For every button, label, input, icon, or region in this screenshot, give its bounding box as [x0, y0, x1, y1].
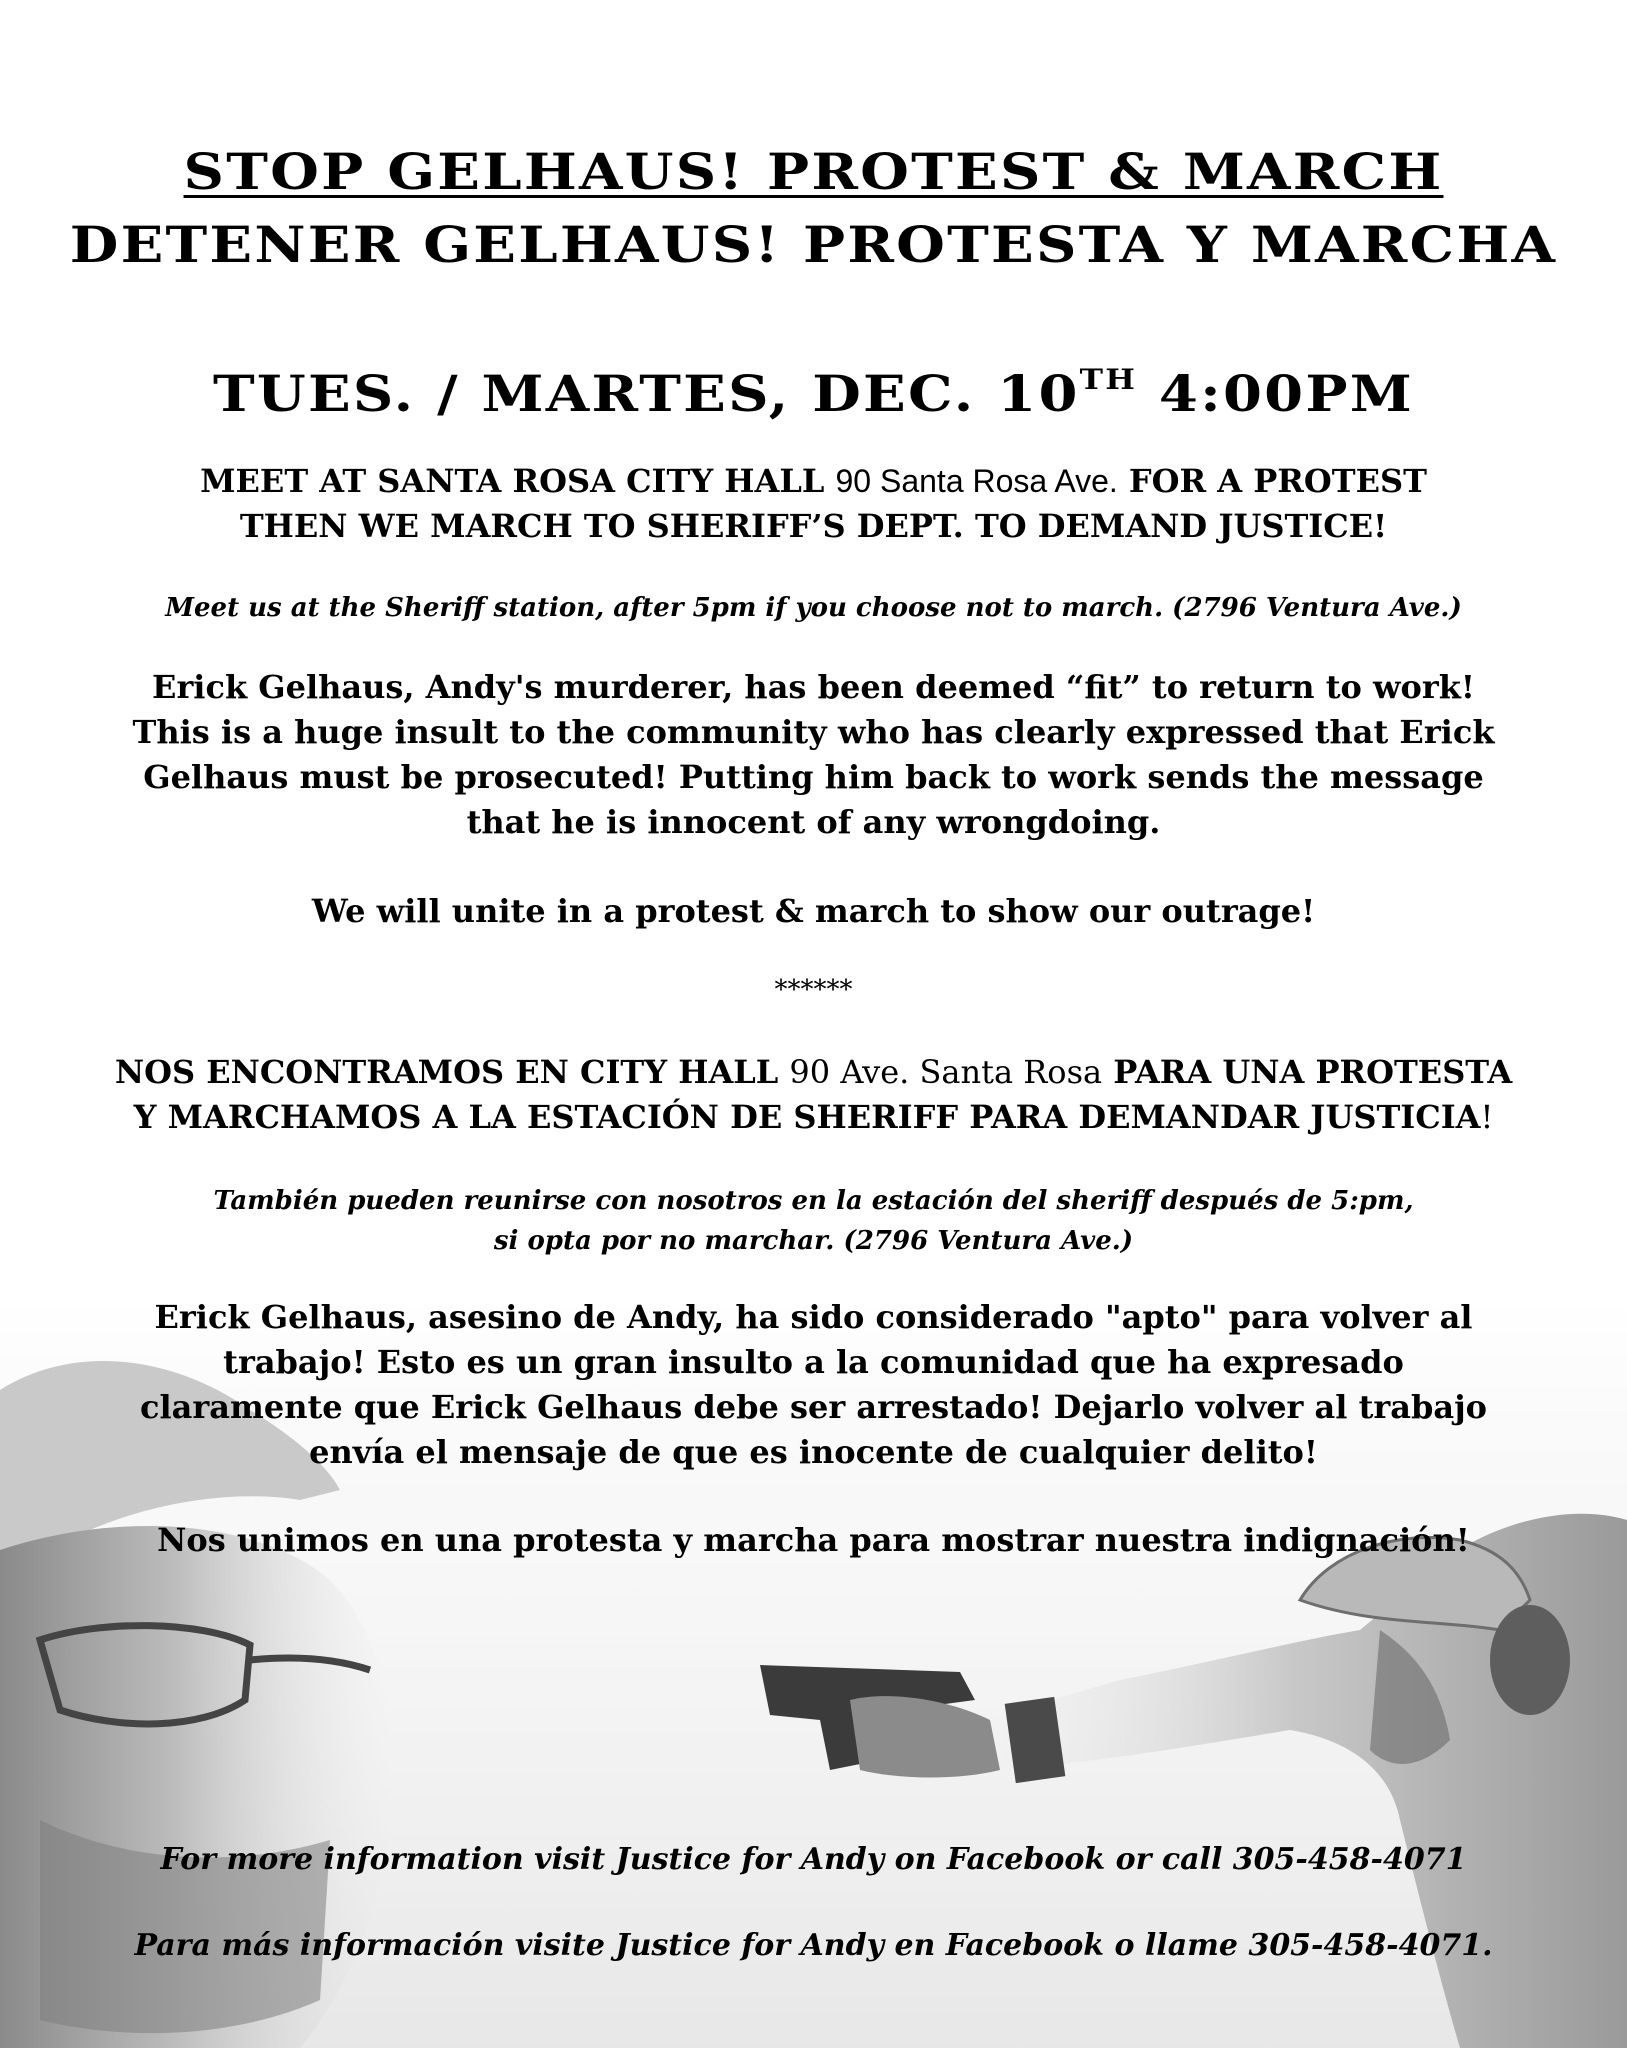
footer-spanish: Para más información visite Justice for Andy en Facebook o llame 305-458-4071.	[134, 1928, 1493, 1963]
footer-english: For more information visit Justice for Andy on Facebook or call 305-458-4071	[160, 1842, 1467, 1877]
note-spanish: También pueden reunirse con nosotros en la estación del sheriff después de 5:pm, si opta por no marchar. (2796 Ventura Ave.)	[213, 1186, 1414, 1256]
note-english: Meet us at the Sheriff station, after 5pm if you choose not to march. (2796 Ventura Ave.)	[165, 593, 1462, 623]
paragraph-english: Erick Gelhaus, Andy's murderer, has been deemed “fit” to return to work! This is a huge insult to the community who has clearly expressed that Erick Gelhaus must be prosecuted! Putting him back to work sends the message that he is innocent of any wrongdoing.	[132, 668, 1495, 841]
meet-spanish: NOS ENCONTRAMOS EN CITY HALL 90 Ave. Santa Rosa PARA UNA PROTESTA Y MARCHAMOS A LA ESTACIÓN DE SHERIFF PARA DEMANDAR JUSTICIA!	[114, 1053, 1513, 1136]
unite-english: We will unite in a protest & march to show our outrage!	[311, 892, 1316, 930]
paragraph-spanish: Erick Gelhaus, asesino de Andy, ha sido considerado "apto" para volver al trabajo! Esto es un gran insulto a la comunidad que ha expresado claramente que Erick Gelhaus debe ser arrestado! Dejarlo volver al trabajo envía el mensaje de que es inocente de cualquier delito!	[140, 1298, 1487, 1471]
unite-spanish: Nos unimos en una protesta y marcha para mostrar nuestra indignación!	[157, 1521, 1470, 1559]
separator: ******	[774, 975, 853, 1005]
title-english: STOP GELHAUS! PROTEST & MARCH	[183, 142, 1444, 201]
title-spanish: DETENER GELHAUS! PROTESTA Y MARCHA	[69, 215, 1558, 274]
meet-english: MEET AT SANTA ROSA CITY HALL 90 Santa Rosa Ave. FOR A PROTEST THEN WE MARCH TO SHERIFF’S DEPT. TO DEMAND JUSTICE!	[200, 462, 1427, 545]
event-date: TUES. / MARTES, DEC. 10TH 4:00PM	[213, 363, 1414, 423]
